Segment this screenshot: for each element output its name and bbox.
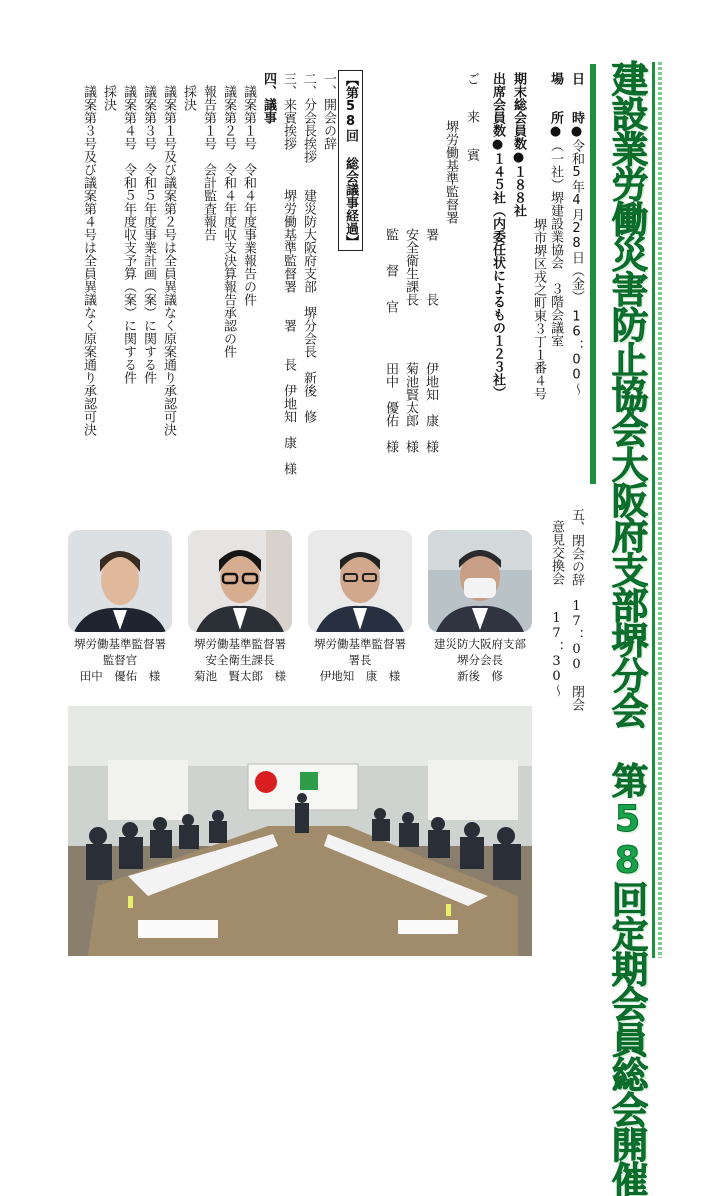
agenda-item: 議案第１号及び議案第２号は全員異議なく原案通り承認可決	[161, 72, 176, 436]
agenda-item: 議案第３号及び議案第４号は全員異議なく原案通り承認可決	[81, 72, 96, 436]
place-label: 場 所●	[548, 72, 563, 139]
agenda-item: 議案第１号 令和４年度事業報告の件	[241, 72, 256, 306]
reception-line: 意見交換会 17：30～	[549, 520, 564, 697]
attend-row	[487, 72, 508, 399]
agenda-item: 採決	[181, 72, 196, 111]
guests-label: ご 来 賓	[464, 72, 479, 167]
portrait-caption-shingo: 建災防大阪府支部 堺分会長 新後 修	[434, 637, 526, 683]
portrait-photo-kikuchi	[188, 530, 292, 632]
address: 堺市堺区戎之町東３丁１番４号	[531, 218, 546, 400]
page-title: 建設業労働災害防止協会大阪府支部堺分会 第58回定期会員総会開催	[606, 60, 649, 1196]
agenda-heading: 【第58回 総会議事経過】	[338, 70, 363, 251]
title-stripe	[652, 62, 655, 958]
portrait-caption-kikuchi: 堺労働基準監督署 安全衛生課長 菊池 賢太郎 様	[194, 637, 286, 683]
portrait-caption-ijichi: 堺労働基準監督署 署長 伊地知 康 様	[314, 637, 406, 683]
title-dotted-stripe	[658, 62, 662, 958]
guest-name-1: 伊地知 康 様	[423, 362, 438, 453]
members-value: １８８社	[511, 165, 526, 217]
guests-org: 堺労働基準監督署	[443, 120, 458, 224]
place-value: （一社）堺建設業協会 ３階会議室	[548, 139, 563, 347]
portrait-photo-ijichi	[308, 530, 412, 632]
attend-value: １４５社（内委任状によるもの１２３社）	[490, 152, 505, 399]
date-row	[566, 72, 587, 396]
agenda-item: 議案第３号 令和５年度事業計画（案）に関する件	[141, 72, 156, 384]
agenda-item: 議案第４号 令和５年度収支予算（案）に関する件	[121, 72, 136, 384]
date-value: 令和5年4月28日（金） 16：00～	[569, 139, 584, 396]
meeting-room-photo	[68, 706, 532, 956]
guest-role-2: 安全衛生課長	[403, 228, 418, 306]
section-rule	[590, 64, 596, 484]
closing-line: 五、閉会の辞 17：00 閉会	[569, 508, 584, 711]
agenda-item: 報告第１号 会計監査報告	[201, 72, 216, 241]
members-label: 期末総会員数●	[511, 72, 526, 165]
agenda-item: 一、開会の辞	[321, 72, 336, 150]
guest-role-3: 監 督 官	[383, 228, 398, 318]
guest-role-1: 署 長	[423, 228, 438, 306]
agenda-item: 二、分会長挨拶 建災防大阪府支部 堺分会長 新後 修	[301, 72, 316, 423]
agenda-item: 四、議事	[261, 72, 276, 124]
portrait-caption-tanaka: 堺労働基準監督署 監督官 田中 優佑 様	[74, 637, 166, 683]
attend-label: 出席会員数●	[490, 72, 505, 152]
portrait-photo-shingo	[428, 530, 532, 632]
agenda-item: 三、来賓挨拶 堺労働基準監督署 署 長 伊地知 康 様	[281, 72, 296, 475]
guest-name-2: 菊池賢太郎 様	[403, 362, 418, 453]
portrait-photo-tanaka	[68, 530, 172, 632]
agenda-item: 採決	[101, 72, 116, 111]
agenda-item: 議案第２号 令和４年度収支決算報告承認の件	[221, 72, 236, 358]
members-row	[508, 72, 529, 217]
guest-name-3: 田中 優佑 様	[383, 362, 398, 453]
date-label: 日 時●	[569, 72, 584, 139]
